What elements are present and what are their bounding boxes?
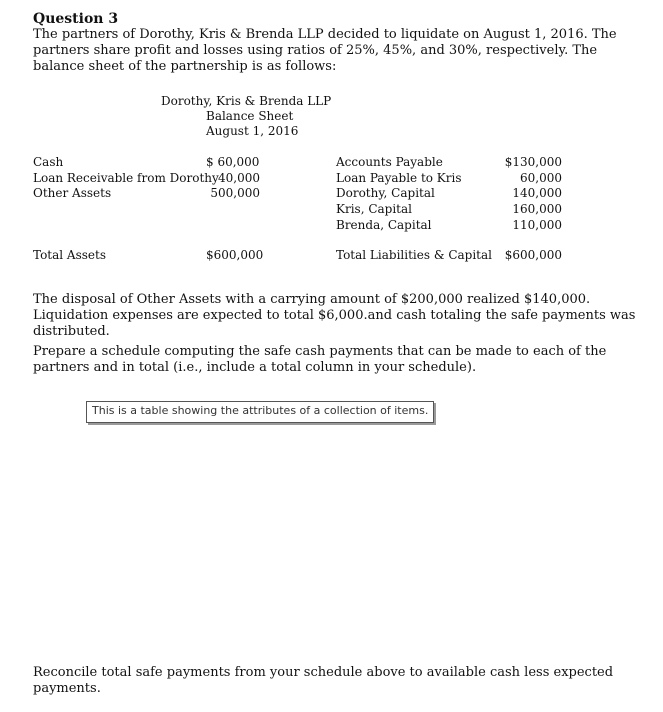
total-assets-label: Total Assets bbox=[33, 248, 106, 262]
asset-label: Loan Receivable from Dorothy bbox=[33, 171, 219, 185]
liability-label: Brenda, Capital bbox=[336, 218, 432, 232]
asset-label: Other Assets bbox=[33, 186, 112, 200]
liability-label: Accounts Payable bbox=[336, 155, 443, 169]
asset-label: Cash bbox=[33, 155, 64, 169]
asset-value: $ 60,000 bbox=[206, 155, 260, 169]
asset-value: 40,000 bbox=[218, 171, 260, 185]
balance-sheet-title: Balance Sheet bbox=[206, 109, 294, 123]
liability-value: 110,000 bbox=[512, 218, 562, 232]
liability-value: $130,000 bbox=[504, 155, 562, 169]
question-intro: The partners of Dorothy, Kris & Brenda LLP decided to liquidate on August 1, 2016. The partners share profit and losses using ratios of 25%, 45%, and 30%, respectively. The balance sheet of the partnership is as follows: bbox=[33, 27, 617, 74]
prepare-paragraph: Prepare a schedule computing the safe cash payments that can be made to each of the partners and in total (i.e., include a total column in your schedule). bbox=[33, 344, 607, 375]
total-liabilities-value: $600,000 bbox=[504, 248, 562, 262]
question-title: Question 3 bbox=[33, 11, 119, 27]
liability-value: 140,000 bbox=[512, 186, 562, 200]
total-liabilities-label: Total Liabilities & Capital bbox=[336, 248, 492, 262]
total-assets-value: $600,000 bbox=[206, 248, 264, 262]
liability-label: Dorothy, Capital bbox=[336, 186, 435, 200]
asset-value: 500,000 bbox=[210, 186, 260, 200]
liability-label: Kris, Capital bbox=[336, 202, 412, 216]
balance-sheet-date: August 1, 2016 bbox=[206, 124, 299, 138]
liability-value: 160,000 bbox=[512, 202, 562, 216]
disposal-paragraph: The disposal of Other Assets with a carrying amount of $200,000 realized $140,000. Liquidation expenses are expected to total $6,000.and cash totaling the safe payments was distributed. bbox=[33, 292, 636, 339]
liability-value: 60,000 bbox=[520, 171, 562, 185]
balance-sheet-company: Dorothy, Kris & Brenda LLP bbox=[161, 94, 332, 108]
table-placeholder: This is a table showing the attributes of a collection of items. bbox=[86, 401, 434, 423]
liability-label: Loan Payable to Kris bbox=[336, 171, 462, 185]
reconcile-paragraph: Reconcile total safe payments from your schedule above to available cash less expected payments. bbox=[33, 665, 614, 696]
